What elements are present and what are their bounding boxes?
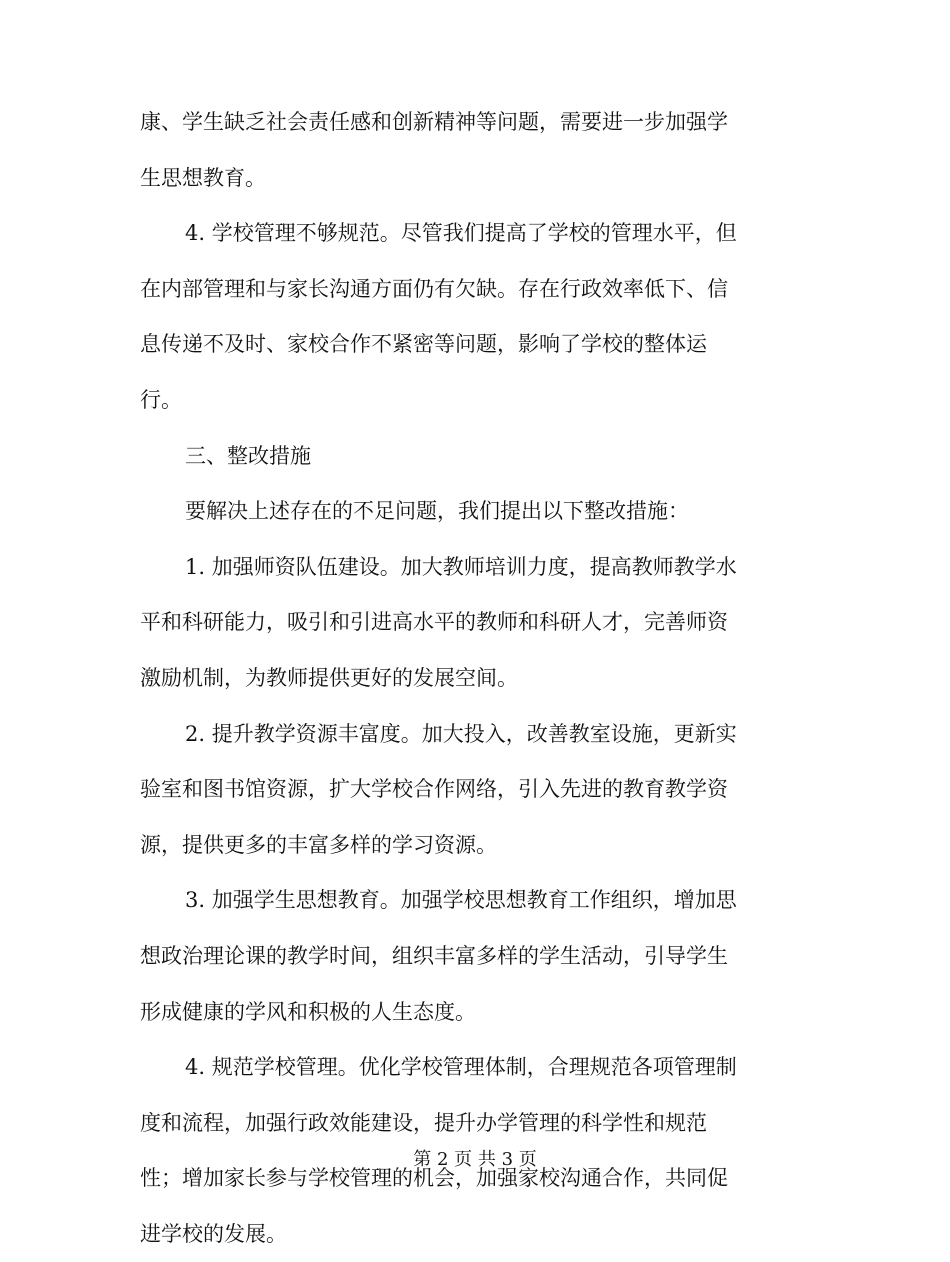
text-line: 生思想教育。 [140,165,266,190]
text-line: 性；增加家长参与学校管理的机会，加强家校沟通合作，共同促 [140,1166,728,1191]
text-line: 验室和图书馆资源，扩大学校合作网络，引入先进的教育教学资 [140,777,728,802]
text-line: 在内部管理和与家长沟通方面仍有欠缺。存在行政效率低下、信 [140,276,728,301]
text-line: 进学校的发展。 [140,1221,287,1246]
page-number-footer: 第 2 页 共 3 页 [413,1149,537,1170]
text-line: 行。 [140,387,182,412]
text-line: 4. 学校管理不够规范。尽管我们提高了学校的管理水平，但 [185,221,737,246]
document-body [140,95,812,1262]
section-heading: 三、整改措施 [185,443,311,468]
text-line: 息传递不及时、家校合作不紧密等问题，影响了学校的整体运 [140,332,707,357]
text-line: 想政治理论课的教学时间，组织丰富多样的学生活动，引导学生 [140,943,728,968]
text-line: 3. 加强学生思想教育。加强学校思想教育工作组织，增加思 [185,888,737,913]
text-line: 4. 规范学校管理。优化学校管理体制，合理规范各项管理制 [185,1055,737,1080]
text-line: 1. 加强师资队伍建设。加大教师培训力度，提高教师教学水 [185,554,737,579]
text-line: 源，提供更多的丰富多样的学习资源。 [140,832,497,857]
text-line: 平和科研能力，吸引和引进高水平的教师和科研人才，完善师资 [140,610,728,635]
text-line: 康、学生缺乏社会责任感和创新精神等问题，需要进一步加强学 [140,110,728,134]
text-line: 形成健康的学风和积极的人生态度。 [140,999,476,1024]
text-line: 2. 提升教学资源丰富度。加大投入，改善教室设施，更新实 [185,721,737,746]
text-line: 激励机制，为教师提供更好的发展空间。 [140,665,518,690]
text-line: 度和流程，加强行政效能建设，提升办学管理的科学性和规范 [140,1110,707,1135]
text-line: 要解决上述存在的不足问题，我们提出以下整改措施： [185,499,689,524]
